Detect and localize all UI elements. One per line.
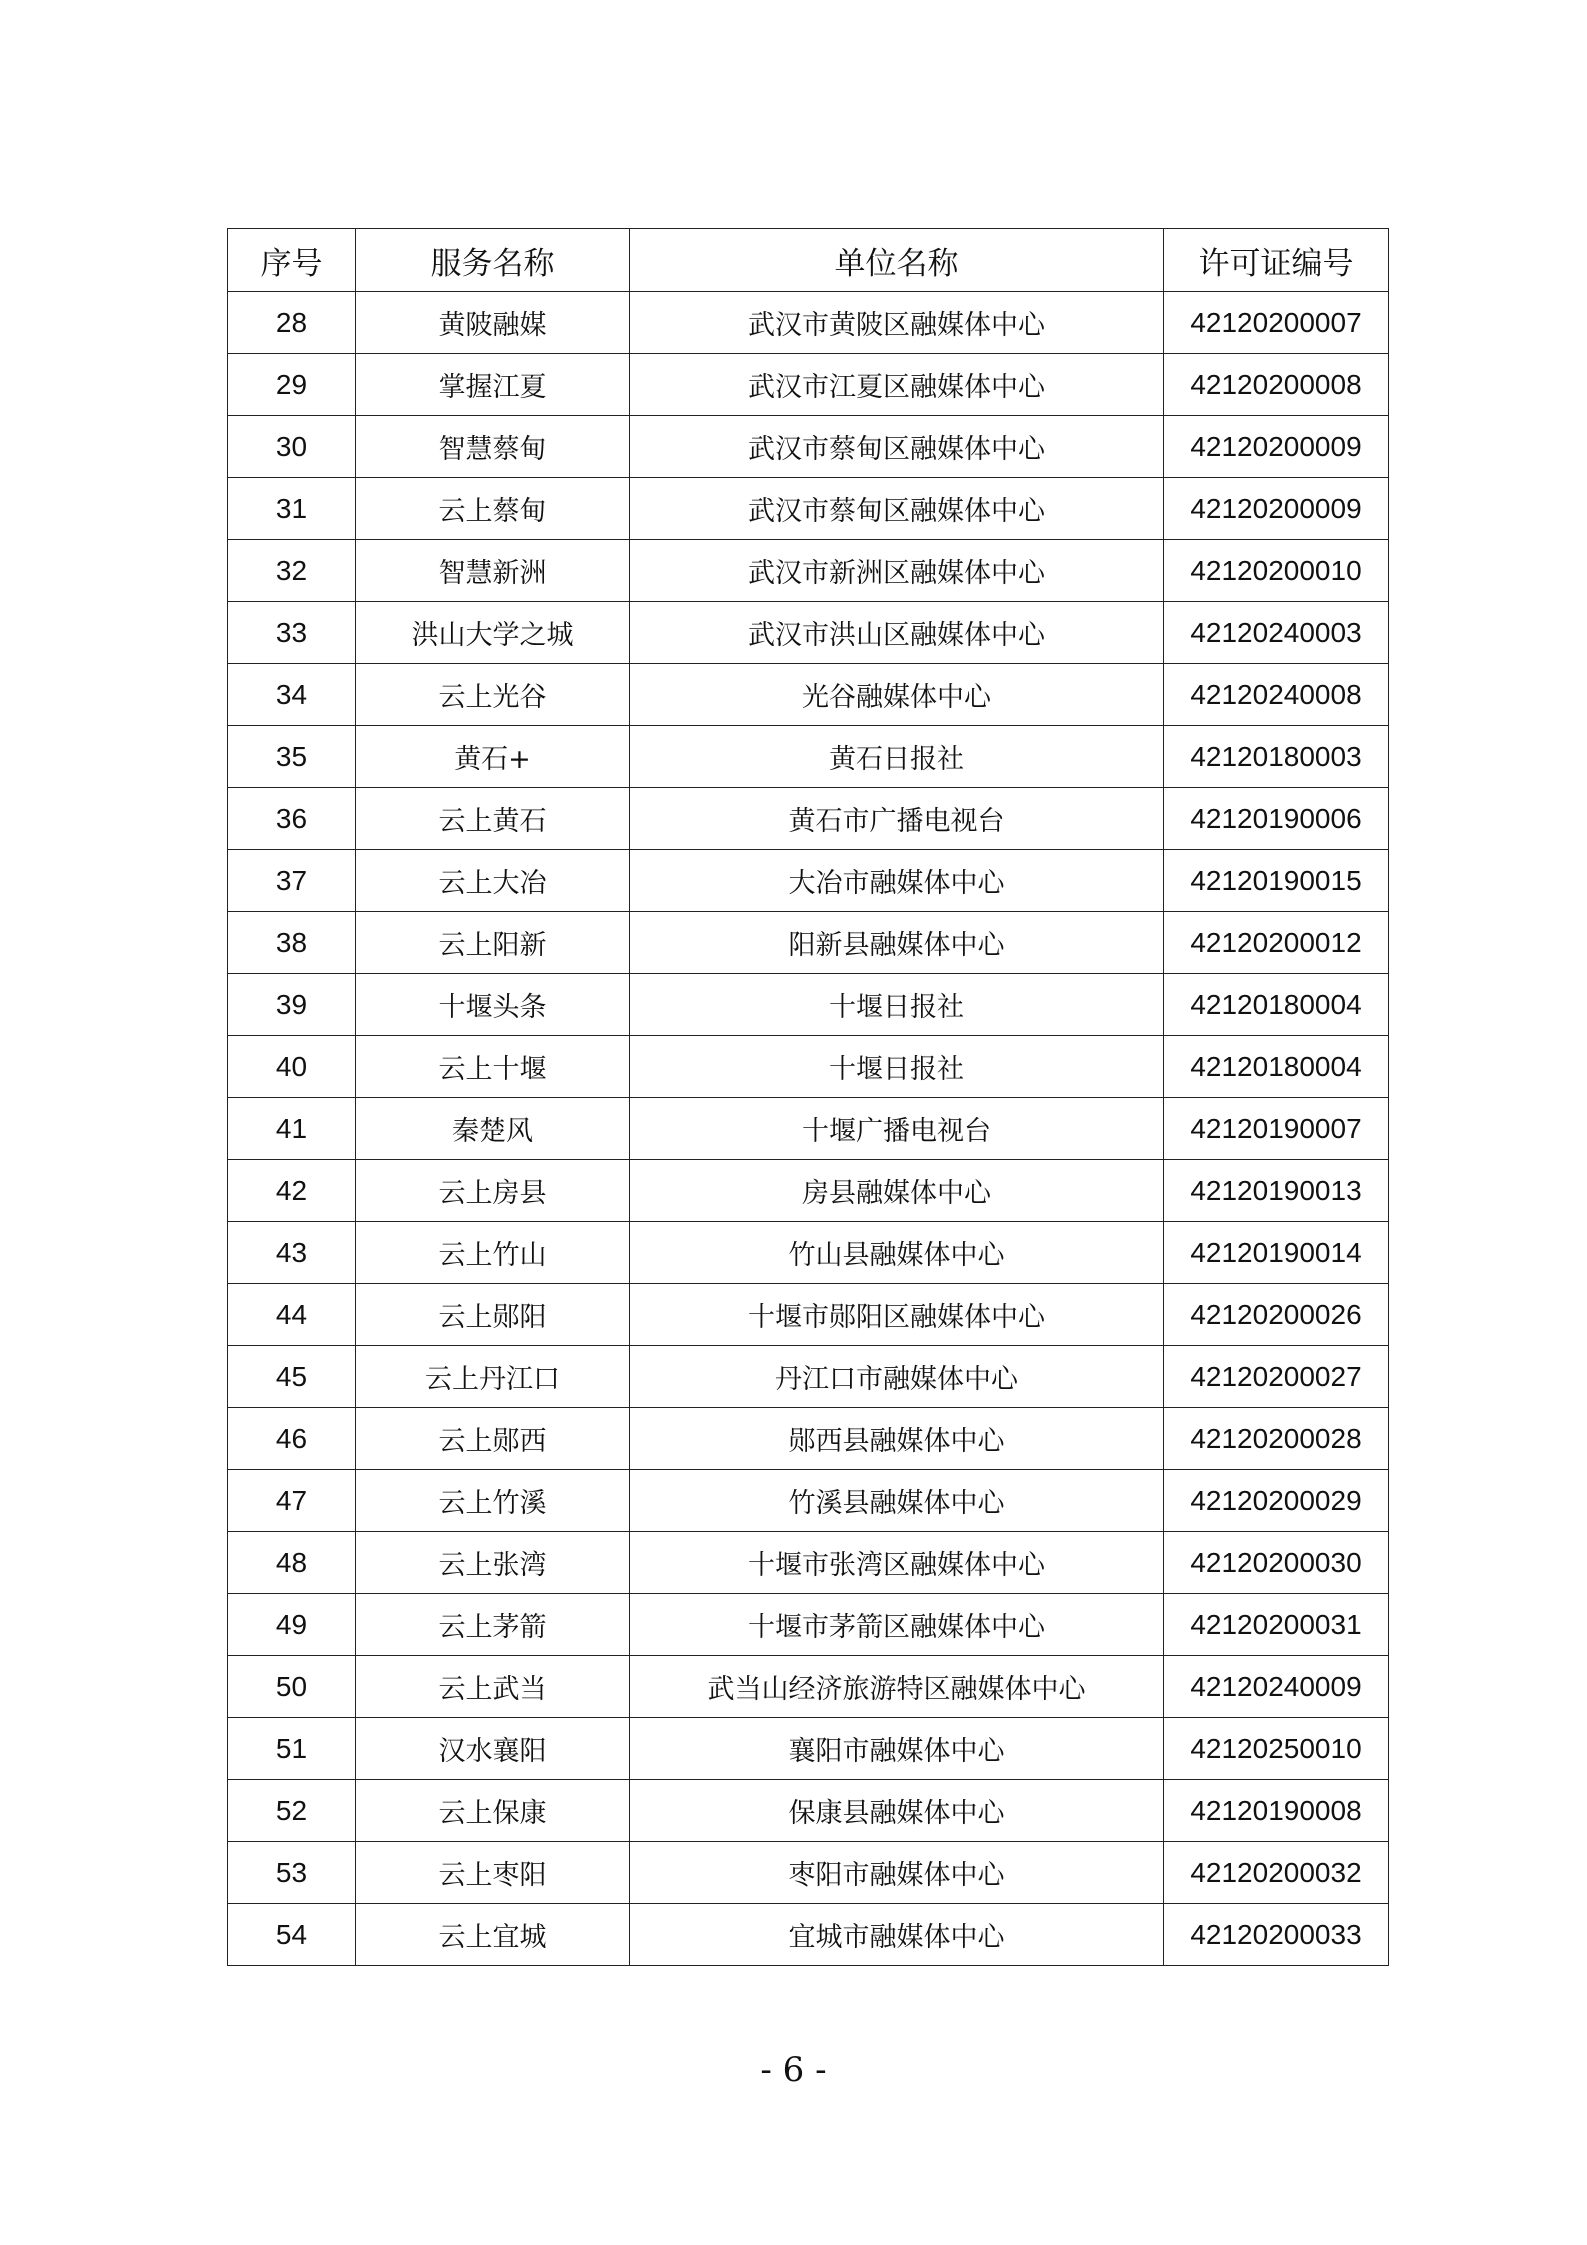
cell-service-name: 秦楚风 [356, 1098, 630, 1160]
cell-unit-name: 十堰日报社 [630, 1036, 1164, 1098]
cell-service-name: 云上丹江口 [356, 1346, 630, 1408]
cell-license-number: 42120200030 [1164, 1532, 1389, 1594]
cell-index: 30 [228, 416, 356, 478]
cell-license-number: 42120180004 [1164, 974, 1389, 1036]
cell-index: 39 [228, 974, 356, 1036]
cell-unit-name: 黄石日报社 [630, 726, 1164, 788]
table-row [228, 354, 1389, 416]
cell-index: 47 [228, 1470, 356, 1532]
cell-license-number: 42120200007 [1164, 292, 1389, 354]
table-row [228, 1904, 1389, 1966]
cell-unit-name: 丹江口市融媒体中心 [630, 1346, 1164, 1408]
cell-license-number: 42120240003 [1164, 602, 1389, 664]
cell-index: 37 [228, 850, 356, 912]
cell-license-number: 42120180003 [1164, 726, 1389, 788]
table-row [228, 478, 1389, 540]
cell-index: 38 [228, 912, 356, 974]
cell-license-number: 42120200031 [1164, 1594, 1389, 1656]
cell-index: 28 [228, 292, 356, 354]
cell-service-name: 智慧新洲 [356, 540, 630, 602]
cell-license-number: 42120190013 [1164, 1160, 1389, 1222]
cell-service-name: 云上郧阳 [356, 1284, 630, 1346]
table-row [228, 1780, 1389, 1842]
table-row [228, 1470, 1389, 1532]
table-row [228, 1842, 1389, 1904]
cell-index: 33 [228, 602, 356, 664]
cell-unit-name: 阳新县融媒体中心 [630, 912, 1164, 974]
cell-license-number: 42120200009 [1164, 478, 1389, 540]
table-row [228, 1656, 1389, 1718]
table-row [228, 602, 1389, 664]
table-row [228, 292, 1389, 354]
cell-unit-name: 竹山县融媒体中心 [630, 1222, 1164, 1284]
header-service-name: 服务名称 [356, 229, 630, 292]
cell-license-number: 42120240008 [1164, 664, 1389, 726]
header-unit-name: 单位名称 [630, 229, 1164, 292]
cell-index: 40 [228, 1036, 356, 1098]
cell-unit-name: 十堰日报社 [630, 974, 1164, 1036]
cell-index: 49 [228, 1594, 356, 1656]
table-row [228, 1160, 1389, 1222]
cell-license-number: 42120190015 [1164, 850, 1389, 912]
cell-unit-name: 宜城市融媒体中心 [630, 1904, 1164, 1966]
cell-service-name: 云上保康 [356, 1780, 630, 1842]
cell-unit-name: 大冶市融媒体中心 [630, 850, 1164, 912]
cell-unit-name: 武汉市黄陂区融媒体中心 [630, 292, 1164, 354]
table-header-row [228, 229, 1389, 292]
cell-service-name: 云上光谷 [356, 664, 630, 726]
cell-service-name: 云上茅箭 [356, 1594, 630, 1656]
table-row [228, 1594, 1389, 1656]
cell-license-number: 42120200008 [1164, 354, 1389, 416]
cell-unit-name: 竹溪县融媒体中心 [630, 1470, 1164, 1532]
table-row [228, 1222, 1389, 1284]
cell-service-name: 十堰头条 [356, 974, 630, 1036]
table-row [228, 726, 1389, 788]
cell-index: 31 [228, 478, 356, 540]
table-row [228, 1532, 1389, 1594]
cell-unit-name: 保康县融媒体中心 [630, 1780, 1164, 1842]
cell-index: 35 [228, 726, 356, 788]
cell-license-number: 42120190014 [1164, 1222, 1389, 1284]
cell-index: 43 [228, 1222, 356, 1284]
cell-service-name: 云上阳新 [356, 912, 630, 974]
license-table [227, 228, 1389, 1966]
cell-index: 42 [228, 1160, 356, 1222]
cell-license-number: 42120200028 [1164, 1408, 1389, 1470]
cell-index: 34 [228, 664, 356, 726]
table-row [228, 1408, 1389, 1470]
page-number: - 6 - [760, 2050, 827, 2090]
cell-service-name: 汉水襄阳 [356, 1718, 630, 1780]
table-row [228, 416, 1389, 478]
cell-license-number: 42120200032 [1164, 1842, 1389, 1904]
table-row [228, 540, 1389, 602]
cell-service-name: 智慧蔡甸 [356, 416, 630, 478]
cell-license-number: 42120200026 [1164, 1284, 1389, 1346]
cell-service-name: 云上竹山 [356, 1222, 630, 1284]
cell-index: 50 [228, 1656, 356, 1718]
cell-license-number: 42120200009 [1164, 416, 1389, 478]
cell-unit-name: 郧西县融媒体中心 [630, 1408, 1164, 1470]
table-row [228, 1346, 1389, 1408]
cell-license-number: 42120250010 [1164, 1718, 1389, 1780]
header-index: 序号 [228, 229, 356, 292]
cell-license-number: 42120190008 [1164, 1780, 1389, 1842]
cell-unit-name: 房县融媒体中心 [630, 1160, 1164, 1222]
cell-index: 44 [228, 1284, 356, 1346]
cell-unit-name: 十堰广播电视台 [630, 1098, 1164, 1160]
cell-unit-name: 黄石市广播电视台 [630, 788, 1164, 850]
cell-service-name: 云上宜城 [356, 1904, 630, 1966]
cell-license-number: 42120200012 [1164, 912, 1389, 974]
table-row [228, 1036, 1389, 1098]
cell-index: 32 [228, 540, 356, 602]
cell-index: 53 [228, 1842, 356, 1904]
cell-index: 51 [228, 1718, 356, 1780]
cell-unit-name: 武汉市蔡甸区融媒体中心 [630, 416, 1164, 478]
cell-unit-name: 武汉市洪山区融媒体中心 [630, 602, 1164, 664]
table-row [228, 1098, 1389, 1160]
cell-license-number: 42120190007 [1164, 1098, 1389, 1160]
cell-service-name: 云上大冶 [356, 850, 630, 912]
cell-license-number: 42120180004 [1164, 1036, 1389, 1098]
cell-index: 54 [228, 1904, 356, 1966]
cell-index: 36 [228, 788, 356, 850]
cell-license-number: 42120200033 [1164, 1904, 1389, 1966]
cell-license-number: 42120200027 [1164, 1346, 1389, 1408]
cell-license-number: 42120200029 [1164, 1470, 1389, 1532]
cell-index: 52 [228, 1780, 356, 1842]
cell-unit-name: 襄阳市融媒体中心 [630, 1718, 1164, 1780]
table-row [228, 974, 1389, 1036]
cell-license-number: 42120190006 [1164, 788, 1389, 850]
table-row [228, 912, 1389, 974]
cell-service-name: 云上蔡甸 [356, 478, 630, 540]
cell-index: 46 [228, 1408, 356, 1470]
cell-service-name: 黄陂融媒 [356, 292, 630, 354]
cell-unit-name: 光谷融媒体中心 [630, 664, 1164, 726]
cell-service-name: 洪山大学之城 [356, 602, 630, 664]
cell-index: 29 [228, 354, 356, 416]
cell-unit-name: 武当山经济旅游特区融媒体中心 [630, 1656, 1164, 1718]
cell-unit-name: 十堰市郧阳区融媒体中心 [630, 1284, 1164, 1346]
cell-service-name: 云上武当 [356, 1656, 630, 1718]
cell-service-name: 云上郧西 [356, 1408, 630, 1470]
table-row [228, 1284, 1389, 1346]
cell-service-name: 云上十堰 [356, 1036, 630, 1098]
cell-index: 48 [228, 1532, 356, 1594]
cell-service-name: 云上张湾 [356, 1532, 630, 1594]
header-license-number: 许可证编号 [1164, 229, 1389, 292]
cell-license-number: 42120200010 [1164, 540, 1389, 602]
cell-unit-name: 武汉市新洲区融媒体中心 [630, 540, 1164, 602]
cell-service-name: 云上房县 [356, 1160, 630, 1222]
cell-service-name: 云上黄石 [356, 788, 630, 850]
table-row [228, 664, 1389, 726]
cell-unit-name: 武汉市江夏区融媒体中心 [630, 354, 1164, 416]
cell-service-name: 掌握江夏 [356, 354, 630, 416]
cell-unit-name: 十堰市茅箭区融媒体中心 [630, 1594, 1164, 1656]
cell-unit-name: 枣阳市融媒体中心 [630, 1842, 1164, 1904]
cell-service-name: 云上竹溪 [356, 1470, 630, 1532]
cell-index: 45 [228, 1346, 356, 1408]
cell-index: 41 [228, 1098, 356, 1160]
cell-service-name: 黄石+ [356, 726, 630, 788]
cell-unit-name: 十堰市张湾区融媒体中心 [630, 1532, 1164, 1594]
table-row [228, 850, 1389, 912]
cell-service-name: 云上枣阳 [356, 1842, 630, 1904]
cell-unit-name: 武汉市蔡甸区融媒体中心 [630, 478, 1164, 540]
table-row [228, 788, 1389, 850]
cell-license-number: 42120240009 [1164, 1656, 1389, 1718]
table-row [228, 1718, 1389, 1780]
